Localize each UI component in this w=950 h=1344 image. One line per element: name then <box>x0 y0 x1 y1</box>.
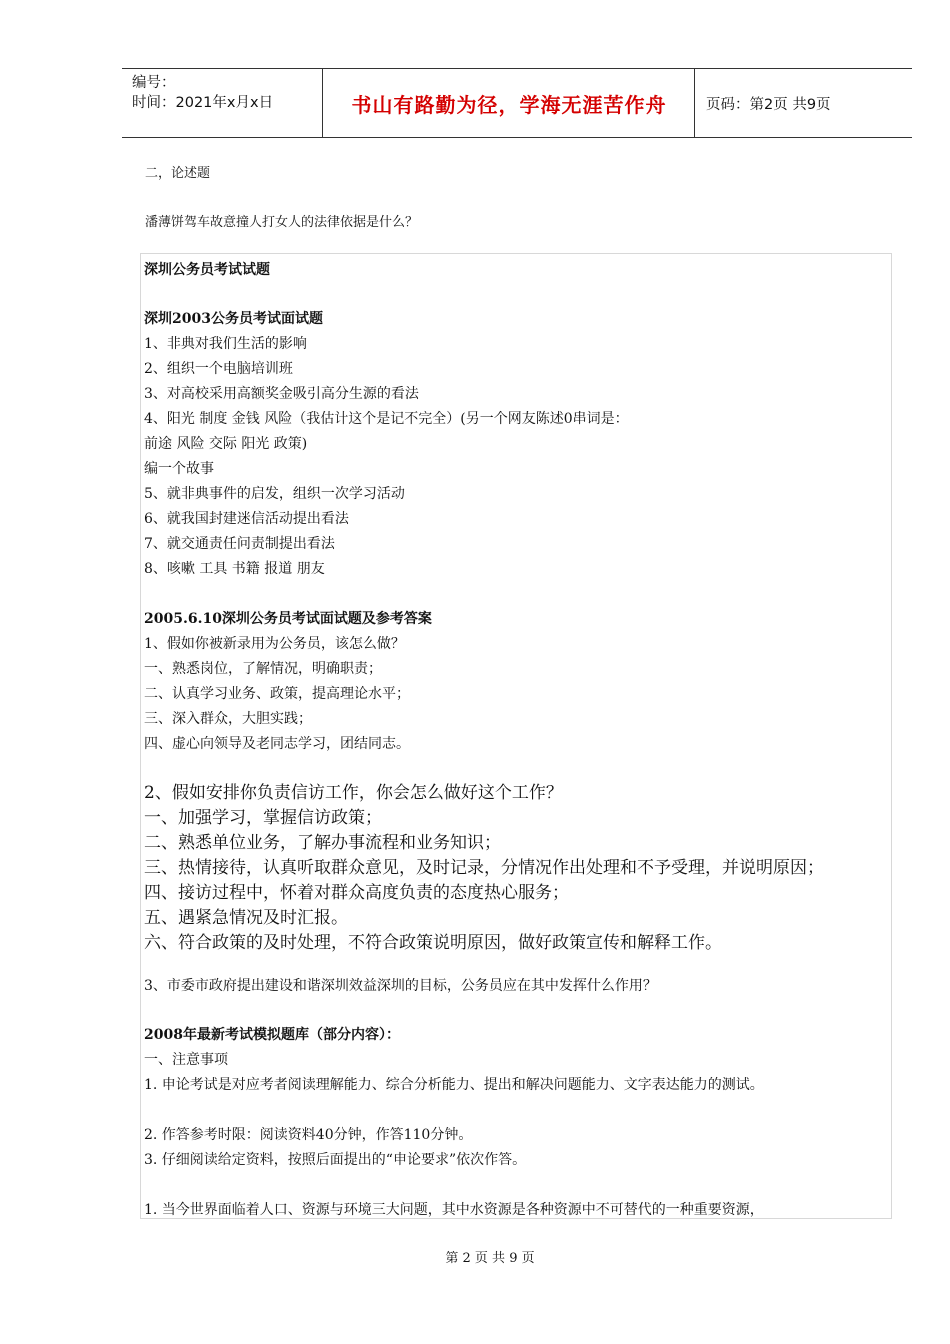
header-page-number: 页码：第2页 共9页 <box>706 96 831 113</box>
list-item: 8、咳嗽 工具 书籍 报道 朋友 <box>144 561 325 577</box>
header-table <box>122 68 912 138</box>
list-item: 六、符合政策的及时处理，不符合政策说明原因，做好政策宣传和解释工作。 <box>144 933 722 953</box>
section-title: 二，论述题 <box>145 166 211 181</box>
list-item: 3、对高校采用高额奖金吸引高分生源的看法 <box>144 386 419 402</box>
list-item: 二、熟悉单位业务，了解办事流程和业务知识； <box>144 833 501 853</box>
header-divider <box>694 69 695 137</box>
list-item: 一、加强学习，掌握信访政策； <box>144 808 382 828</box>
time-label: 时间：2021年x月x日 <box>132 95 274 111</box>
list-item: 2. 作答参考时限：阅读资料40分钟，作答110分钟。 <box>144 1127 473 1143</box>
list-item: 2、假如安排你负责信访工作，你会怎么做好这个工作？ <box>144 783 563 803</box>
heading-2003-interview: 深圳2003公务员考试面试题 <box>144 311 323 327</box>
heading-shenzhen-exam: 深圳公务员考试试题 <box>144 262 270 278</box>
list-item: 三、深入群众，大胆实践； <box>144 711 312 727</box>
list-item: 四、接访过程中，怀着对群众高度负责的态度热心服务； <box>144 883 569 903</box>
header-info <box>132 73 322 113</box>
list-item: 4、阳光 制度 金钱 风险（我估计这个是记不完全）(另一个网友陈述0串词是： <box>144 411 629 427</box>
list-item: 二、认真学习业务、政策，提高理论水平； <box>144 686 410 702</box>
list-item: 3. 仔细阅读给定资料，按照后面提出的“申论要求”依次作答。 <box>144 1152 527 1168</box>
list-item: 6、就我国封建迷信活动提出看法 <box>144 511 349 527</box>
list-item: 1. 当今世界面临着人口、资源与环境三大问题，其中水资源是各种资源中不可替代的一种重要资源， <box>144 1202 764 1218</box>
list-item: 三、热情接待，认真听取群众意见，及时记录，分情况作出处理和不予受理，并说明原因； <box>144 858 824 878</box>
list-item: 一、熟悉岗位，了解情况，明确职责； <box>144 661 382 677</box>
heading-2008-question-bank: 2008年最新考试模拟题库（部分内容）： <box>144 1027 400 1043</box>
header-motto: 书山有路勤为径，学海无涯苦作舟 <box>351 92 667 117</box>
list-item: 一、注意事项 <box>144 1052 228 1068</box>
heading-2005-interview: 2005.6.10深圳公务员考试面试题及参考答案 <box>144 611 432 627</box>
list-item: 7、就交通责任问责制提出看法 <box>144 536 335 552</box>
list-item: 1、非典对我们生活的影响 <box>144 336 307 352</box>
list-item: 5、就非典事件的启发，组织一次学习活动 <box>144 486 405 502</box>
list-item: 编一个故事 <box>144 461 214 477</box>
list-item: 前途 风险 交际 阳光 政策) <box>144 436 308 452</box>
list-item: 1. 申论考试是对应考者阅读理解能力、综合分析能力、提出和解决问题能力、文字表达能力的测试。 <box>144 1077 764 1093</box>
number-label: 编号： <box>132 75 176 91</box>
list-item: 四、虚心向领导及老同志学习，团结同志。 <box>144 736 410 752</box>
list-item: 3、市委市政府提出建设和谐深圳效益深圳的目标，公务员应在其中发挥什么作用？ <box>144 978 657 994</box>
list-item: 五、遇紧急情况及时汇报。 <box>144 908 348 928</box>
page-footer: 第 2 页 共 9 页 <box>445 1251 535 1266</box>
list-item: 2、组织一个电脑培训班 <box>144 361 293 377</box>
header-divider <box>322 69 323 137</box>
list-item: 1、假如你被新录用为公务员，该怎么做？ <box>144 636 405 652</box>
question-text: 潘薄饼驾车故意撞人打女人的法律依据是什么？ <box>145 215 419 230</box>
